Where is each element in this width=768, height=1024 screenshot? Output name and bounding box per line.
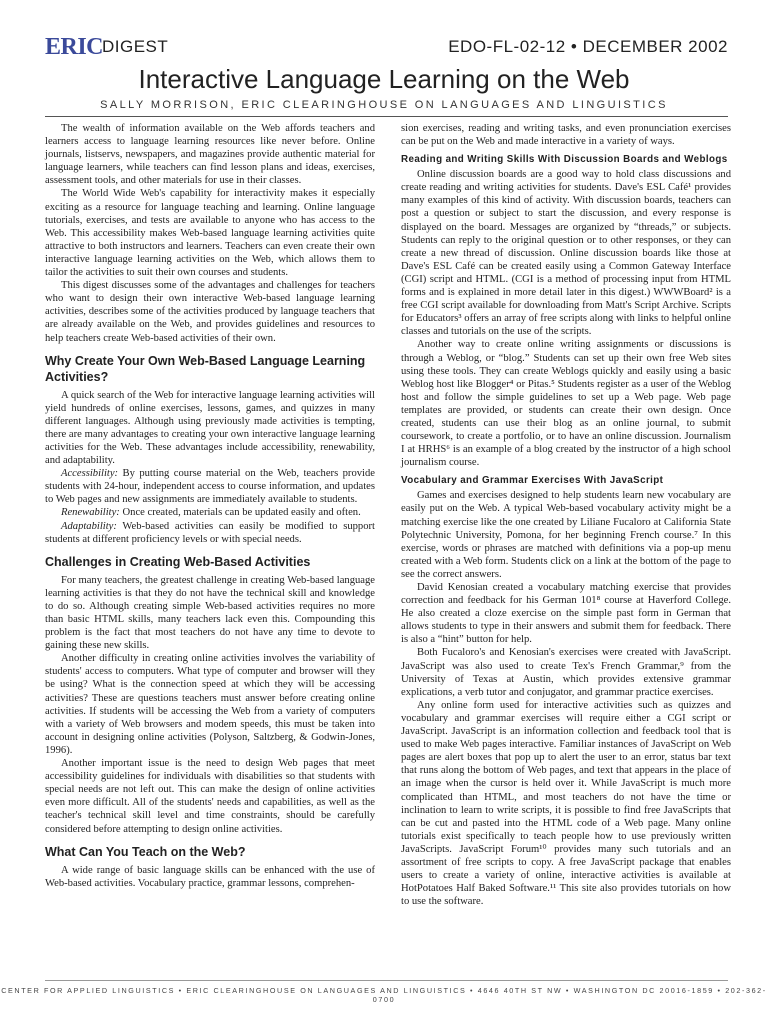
paragraph: The wealth of information available on the Web affords teachers and learners access to language learning resources like never before. Online journals, listservs, newspapers, and magazines provide authentic material for language learners, while teachers can find lesson plans and ideas, exercises, assessment tools, and other materials for use in their classes. xyxy=(45,123,375,187)
paragraph: A quick search of the Web for interactive language learning activities will yield hundreds of online exercises, lessons, games, and quizzes in many different languages. Although using previously made activities is tempting, there are many advantages to creating your own interactive language learning activities for the Web. These advantages include accessibility, renewability, and adaptability. xyxy=(45,389,375,467)
paragraph: David Kenosian created a vocabulary matching exercise that provides correction and feedback for his German 101⁸ course at Haverford College. He also created a cloze exercise on the simple past form in German that allows students to type in their answers and submit them for feedback. There is also a “hint” button for help. xyxy=(401,582,731,646)
paragraph: Another difficulty in creating online activities involves the variability of students' access to computers. What type of computer and browser will they be using? What is the connection speed at which they will be accessing activities? These are questions teachers must answer before creating online activities. If students will be accessing the Web from a variety of computers with a variety of Web browsers and modem speeds, this must be taken into account in designing online activities (Polyson, Saltzberg, & Godwin-Jones, 1996). xyxy=(45,653,375,756)
paragraph: For many teachers, the greatest challenge in creating Web-based language learning activities is that they do not have the technical skill and knowledge to do so. Although creating simple Web-based activities requires no more than basic HTML skills, many teachers lack even this. Compounding this problem is the fact that most teachers do not have any time to devote to gaining these new skills. xyxy=(45,574,375,652)
section-heading-why: Why Create Your Own Web-Based Language Learning Activities? xyxy=(45,353,366,384)
subheading-reading-writing: Reading and Writing Skills With Discussion Boards and Weblogs xyxy=(401,154,728,166)
adaptability-text: Web-based activities can easily be modified to support students at different proficiency levels or with special needs. xyxy=(45,520,375,545)
paragraph: Any online form used for interactive activities such as quizzes and vocabulary and grammar exercises will require either a CGI script or JavaScript. JavaScript is an information collection and feedback tool that is used to make Web pages interactive. Familiar instances of JavaScript on Web pages are alert boxes that pop up to alert the user to an error, status bar text that runs along the bottom of Web pages, and text that appears in the place of an image when the cursor is held over it. While JavaScript is much more complicated than HTML, and most teachers do not have the time or inclination to learn to write scripts, it is possible to find free JavaScripts that can be cut and pasted into the HTML code of a Web page. Many online tutorials exist specifically to teach people how to use previously written JavaScripts. JavaScript Forum¹⁰ provides many such tutorials and an assortment of free scripts to copy. A free JavaScript package that enables users to create a variety of online, interactive activities is available at HotPotatoes Half Baked Software.¹¹ This site also provides tutorials on how to use the software. xyxy=(401,699,731,908)
adaptability-paragraph xyxy=(45,520,375,546)
paragraph: Online discussion boards are a good way to hold class discussions and create reading and writing activities for students. Dave's ESL Café¹ provides many examples of this kind of activity. With discussion boards, teachers can post a question or subject to start the discussion, and every response is displayed on the board. Messages are organized by “threads,” or subjects. Students can reply to the original question or to other responses, or they can create a new thread of discussion. Online discussion boards like those at Dave's ESL Café can be created easily using a Common Gateway Interface (CGI) script and HTML. (CGI is a method of processing input from HTML forms and is explained in more detail later in this digest.) WWWBoard² is a free CGI script available for downloading from Matt's Script Archive. Scripts for Educators³ offers an array of free scripts along with links to helpful online classes and tutorials on the use of the scripts. xyxy=(401,169,731,338)
author-line: SALLY MORRISON, ERIC CLEARINGHOUSE ON LANGUAGES AND LINGUISTICS xyxy=(100,99,668,111)
paragraph: Both Fucaloro's and Kenosian's exercises were created with JavaScript. JavaScript was also used to create Tex's French Grammar,⁹ from the University of Texas at Austin, which provides extensive grammar explications, a verb tutor and conjugator, and grammar practice exercises. xyxy=(401,647,731,698)
header-rule xyxy=(45,116,728,117)
right-column xyxy=(401,122,731,908)
eric-logo: ERIC xyxy=(45,34,104,60)
paragraph: Another way to create online writing assignments or discussions is through a Weblog, or “blog.” Students can set up their own free Web sites using these tools. They can create Weblogs quickly and easily using a basic Weblog host like Blogger⁴ or Pitas.⁵ Students register as a user of the Weblog host and follow the simple guidelines to set up a Web page. Web page templates are provided, or students can create their own design. Once created, students can use their blog as an online journal, to submit coursework, to create a portfolio, or to have an online discussion. Journalism I at HRHS⁶ is an example of a blog created by the instructor of a high school journalism course. xyxy=(401,339,731,469)
accessibility-paragraph xyxy=(45,467,375,506)
renewability-paragraph xyxy=(45,506,375,519)
paragraph: A wide range of basic language skills can be enhanced with the use of Web-based activities. Vocabulary practice, grammar lessons, comprehen- xyxy=(45,864,375,889)
paragraph: The World Wide Web's capability for interactivity makes it especially exciting as a resource for language teaching and learning. Online language tutorials, exercises, and tests are available to anyone who has access to the Web. This accessibility makes Web-based language learning activities quite attractive to both instructors and learners. Teachers can even create their own interactive language learning activities on the Web, which allows them to tailor the activities to suit their own courses and students. xyxy=(45,188,375,279)
adaptability-label: Adaptability: xyxy=(61,520,117,532)
series-label: DIGEST xyxy=(102,37,169,56)
page-title: Interactive Language Learning on the Web xyxy=(138,64,630,94)
accessibility-text: By putting course material on the Web, teachers provide students with 24-hour, independent access to course information, and updates to Web pages and new assignments are immediately available to students. xyxy=(45,468,375,506)
paragraph: This digest discusses some of the advantages and challenges for teachers who want to design their own interactive Web-based language learning activities, describes some of the activities produced by language teachers that are already available on the Web, and provides guidelines and resources to help teachers create Web-based activities of their own. xyxy=(45,280,375,344)
section-heading-challenges: Challenges in Creating Web-Based Activities xyxy=(45,554,311,569)
subheading-vocabulary-grammar: Vocabulary and Grammar Exercises With JavaScript xyxy=(401,475,664,487)
footer-address: CENTER FOR APPLIED LINGUISTICS • ERIC CLEARINGHOUSE ON LANGUAGES AND LINGUISTICS • 4646 40TH ST NW • WASHINGTON DC 20016-1859 • 202-362-0700 xyxy=(1,986,767,1004)
paragraph: Games and exercises designed to help students learn new vocabulary are easily put on the Web. A typical Web-based vocabulary activity might be a matching exercise like the one created by Liliane Fucaloro at California State Polytechnic University, Pomona, for her beginning French course.⁷ In this exercise, words or phrases are matched with definitions via a pop-up menu created with a Web form. Students click on a link at the bottom of the page to see the correct answers. xyxy=(401,490,731,580)
paragraph: sion exercises, reading and writing tasks, and even pronunciation exercises can be put on the Web and made interactive in a variety of ways. xyxy=(401,123,731,148)
accessibility-label: Accessibility: xyxy=(61,468,119,480)
masthead xyxy=(45,34,728,58)
renewability-label: Renewability: xyxy=(61,507,120,519)
left-column xyxy=(45,122,375,890)
footer-rule xyxy=(45,980,728,981)
section-heading-what: What Can You Teach on the Web? xyxy=(45,844,246,859)
paragraph: Another important issue is the need to design Web pages that meet accessibility guidelines for individuals with disabilities so that students with special needs are not left out. This can make the design of online activities even more difficult. All of the students' needs and capabilities, as well as the teacher's technical skill level and time constraints, should be carefully considered before attempting to design online activities. xyxy=(45,758,375,835)
issue-number: EDO-FL-02-12 • DECEMBER 2002 xyxy=(448,37,728,56)
renewability-text: Once created, materials can be updated easily and often. xyxy=(119,507,361,519)
